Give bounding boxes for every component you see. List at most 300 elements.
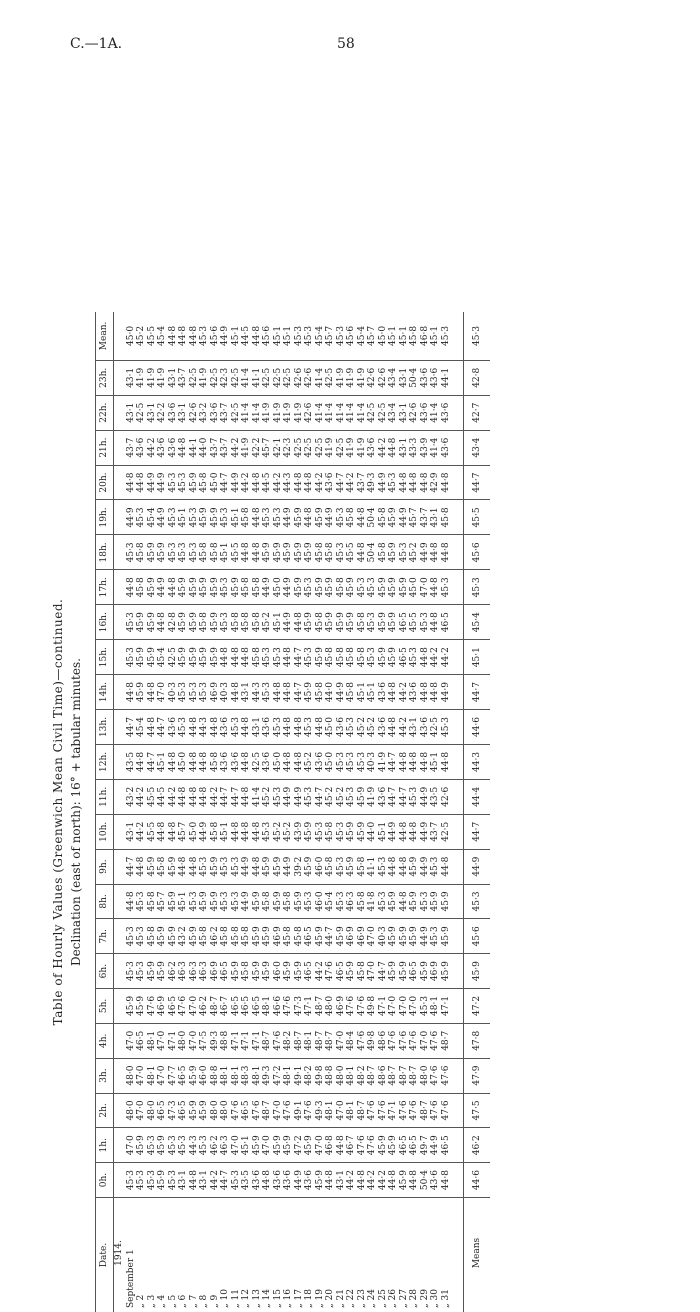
value-cell: 41·8 [367, 884, 378, 919]
value-cell: 45·2 [283, 814, 294, 849]
value-cell: 45·0 [210, 465, 221, 500]
row-date: „ 14 [262, 1198, 273, 1312]
value-cell: 45·4 [147, 500, 158, 535]
value-cell: 41·4 [241, 395, 252, 430]
value-cell: 45·8 [325, 535, 336, 570]
value-cell: 44·8 [315, 710, 326, 745]
value-cell: 45·9 [294, 535, 305, 570]
value-cell: 47·0 [136, 1093, 147, 1128]
row-date: „ 28 [409, 1198, 420, 1312]
value-cell: 43·5 [241, 1163, 252, 1198]
value-cell: 45·2 [367, 710, 378, 745]
value-cell: 45·9 [199, 1093, 210, 1128]
value-cell: 48·2 [304, 1058, 315, 1093]
value-cell: 45·1 [378, 814, 389, 849]
value-cell: 45·9 [136, 675, 147, 710]
value-cell: 44·8 [399, 814, 410, 849]
value-cell: 45·9 [378, 1128, 389, 1163]
value-cell: 42·5 [304, 430, 315, 465]
value-cell: 45·7 [262, 430, 273, 465]
value-cell: 46·5 [304, 919, 315, 954]
value-cell: 45·3 [199, 1128, 210, 1163]
value-cell: 43·6 [378, 710, 389, 745]
spacer-cell [113, 1093, 126, 1128]
value-cell: 44·2 [273, 465, 284, 500]
spacer-cell [113, 500, 126, 535]
value-cell: 45·3 [357, 570, 368, 605]
value-cell: 46·5 [399, 605, 410, 640]
value-cell: 45·1 [231, 500, 242, 535]
value-cell: 47·5 [199, 1023, 210, 1058]
value-cell: 48·1 [430, 989, 441, 1024]
value-cell: 49·3 [315, 1093, 326, 1128]
column-header: 0h. [96, 1163, 114, 1198]
value-cell: 46·5 [441, 605, 464, 640]
value-cell: 47·6 [430, 1058, 441, 1093]
value-cell: 47·6 [357, 1023, 368, 1058]
value-cell: 45·3 [388, 465, 399, 500]
row-date: „ 31 [441, 1198, 464, 1312]
value-cell: 42·5 [315, 430, 326, 465]
value-cell: 45·1 [357, 675, 368, 710]
value-cell: 45·8 [231, 919, 242, 954]
value-cell: 45·9 [199, 640, 210, 675]
value-cell: 45·9 [189, 465, 200, 500]
value-cell: 45·9 [178, 605, 189, 640]
value-cell: 45·3 [304, 779, 315, 814]
value-cell: 45·3 [231, 884, 242, 919]
value-cell: 46·9 [336, 989, 347, 1024]
value-cell: 47·3 [168, 1093, 179, 1128]
row-date: „ 25 [378, 1198, 389, 1312]
value-cell: 48·7 [315, 989, 326, 1024]
value-cell: 43·6 [168, 430, 179, 465]
value-cell: 45·0 [325, 744, 336, 779]
table-row [430, 312, 441, 1312]
value-cell: 44·8 [231, 640, 242, 675]
value-cell: 42·5 [336, 430, 347, 465]
value-cell: 43·6 [430, 1163, 441, 1198]
value-cell: 43·6 [420, 395, 431, 430]
value-cell: 48·0 [210, 1093, 221, 1128]
value-cell: 47·6 [273, 1023, 284, 1058]
mean-value-cell: 44·3 [464, 744, 491, 779]
value-cell: 48·7 [262, 1023, 273, 1058]
value-cell: 47·6 [409, 1023, 420, 1058]
value-cell: 45·2 [357, 710, 368, 745]
value-cell: 47·0 [367, 919, 378, 954]
value-cell: 43·6 [441, 430, 464, 465]
value-cell: 48·1 [262, 989, 273, 1024]
table-row [399, 312, 410, 1312]
value-cell: 45·8 [409, 312, 420, 360]
value-cell: 45·3 [178, 1128, 189, 1163]
value-cell: 48·1 [231, 1058, 242, 1093]
value-cell: 48·7 [420, 1093, 431, 1128]
value-cell: 44·5 [157, 779, 168, 814]
column-header: 9h. [96, 849, 114, 884]
value-cell: 45·0 [325, 710, 336, 745]
value-cell: 44·3 [189, 1128, 200, 1163]
value-cell: 45·3 [273, 500, 284, 535]
value-cell: 48·1 [304, 1023, 315, 1058]
value-cell: 45·8 [252, 570, 263, 605]
value-cell: 45·1 [283, 312, 294, 360]
value-cell: 45·3 [168, 535, 179, 570]
value-cell: 47·0 [367, 954, 378, 989]
value-cell: 45·9 [357, 814, 368, 849]
value-cell: 45·5 [346, 535, 357, 570]
table-row [220, 312, 231, 1312]
value-cell: 46·5 [399, 640, 410, 675]
value-cell: 44·9 [283, 500, 294, 535]
value-cell: 43·6 [220, 744, 231, 779]
value-cell: 45·8 [210, 535, 221, 570]
value-cell: 45·9 [262, 919, 273, 954]
value-cell: 45·9 [147, 849, 158, 884]
column-header: 18h. [96, 535, 114, 570]
value-cell: 45·9 [168, 884, 179, 919]
value-cell: 44·8 [399, 849, 410, 884]
value-cell: 45·4 [325, 884, 336, 919]
value-cell: 45·3 [409, 640, 420, 675]
value-cell: 43·9 [294, 814, 305, 849]
value-cell: 47·0 [315, 1128, 326, 1163]
value-cell: 45·8 [357, 849, 368, 884]
value-cell: 45·3 [346, 710, 357, 745]
value-cell: 44·8 [283, 640, 294, 675]
table-row [388, 312, 399, 1312]
value-cell: 44·8 [157, 814, 168, 849]
value-cell: 43·4 [388, 395, 399, 430]
column-header: 21h. [96, 430, 114, 465]
value-cell: 45·9 [189, 1093, 200, 1128]
value-cell: 44·8 [231, 675, 242, 710]
value-cell: 41·4 [241, 360, 252, 395]
value-cell: 45·3 [199, 312, 210, 360]
value-cell: 46·9 [273, 919, 284, 954]
value-cell: 45·2 [304, 744, 315, 779]
value-cell: 44·1 [189, 430, 200, 465]
row-date: „ 8 [199, 1198, 210, 1312]
value-cell: 45·9 [441, 954, 464, 989]
value-cell: 44·7 [378, 954, 389, 989]
value-cell: 42·5 [189, 360, 200, 395]
value-cell: 43·6 [304, 1163, 315, 1198]
value-cell: 45·3 [304, 640, 315, 675]
value-cell: 45·8 [199, 605, 210, 640]
spacer-cell [113, 744, 126, 779]
value-cell: 45·8 [357, 640, 368, 675]
spacer-cell [113, 675, 126, 710]
value-cell: 42·5 [294, 430, 305, 465]
value-cell: 45·9 [388, 640, 399, 675]
value-cell: 46·8 [325, 1128, 336, 1163]
column-header: 8h. [96, 884, 114, 919]
value-cell: 44·8 [220, 640, 231, 675]
mean-value-cell: 45·3 [464, 312, 491, 360]
value-cell: 43·6 [325, 465, 336, 500]
row-date: „ 6 [178, 1198, 189, 1312]
spacer-cell [113, 605, 126, 640]
value-cell: 48·2 [357, 1058, 368, 1093]
value-cell: 45·9 [136, 640, 147, 675]
value-cell: 45·9 [294, 500, 305, 535]
value-cell: 45·8 [357, 605, 368, 640]
value-cell: 44·8 [357, 535, 368, 570]
value-cell: 46·9 [357, 919, 368, 954]
value-cell: 45·9 [346, 605, 357, 640]
value-cell: 43·6 [420, 360, 431, 395]
value-cell: 42·9 [430, 465, 441, 500]
value-cell: 45·1 [220, 535, 231, 570]
value-cell: 46·2 [210, 1128, 221, 1163]
value-cell: 45·8 [199, 919, 210, 954]
value-cell: 44·8 [126, 675, 137, 710]
value-cell: 45·8 [346, 675, 357, 710]
value-cell: 45·3 [420, 605, 431, 640]
value-cell: 46·9 [210, 675, 221, 710]
mean-value-cell: 44·9 [464, 849, 491, 884]
column-header: 3h. [96, 1058, 114, 1093]
value-cell: 44·8 [189, 1163, 200, 1198]
value-cell: 46·9 [346, 919, 357, 954]
value-cell: 45·8 [199, 535, 210, 570]
value-cell: 42·6 [378, 360, 389, 395]
value-cell: 47·6 [304, 1093, 315, 1128]
mean-value-cell: 45·6 [464, 535, 491, 570]
value-cell: 44·8 [283, 710, 294, 745]
value-cell: 44·8 [409, 1163, 420, 1198]
value-cell: 42·8 [168, 605, 179, 640]
value-cell: 45·3 [294, 312, 305, 360]
value-cell: 45·5 [147, 814, 158, 849]
value-cell: 41·9 [367, 779, 378, 814]
value-cell: 41·9 [157, 360, 168, 395]
value-cell: 45·8 [220, 919, 231, 954]
value-cell: 47·6 [325, 954, 336, 989]
value-cell: 45·3 [126, 605, 137, 640]
value-cell: 43·6 [252, 1163, 263, 1198]
value-cell: 47·3 [294, 989, 305, 1024]
value-cell: 44·8 [168, 312, 179, 360]
value-cell: 44·9 [157, 465, 168, 500]
value-cell: 45·7 [178, 814, 189, 849]
value-cell: 44·8 [441, 1163, 464, 1198]
value-cell: 45·3 [430, 919, 441, 954]
value-cell: 45·3 [136, 1163, 147, 1198]
value-cell: 45·9 [168, 919, 179, 954]
value-cell: 45·3 [336, 884, 347, 919]
value-cell: 44·7 [220, 1163, 231, 1198]
value-cell: 45·4 [315, 312, 326, 360]
value-cell: 45·4 [157, 640, 168, 675]
value-cell: 44·9 [126, 500, 137, 535]
value-cell: 47·1 [168, 1023, 179, 1058]
value-cell: 45·8 [357, 884, 368, 919]
value-cell: 45·9 [399, 919, 410, 954]
value-cell: 44·8 [388, 430, 399, 465]
value-cell: 41·4 [252, 395, 263, 430]
value-cell: 46·0 [199, 1058, 210, 1093]
value-cell: 45·3 [126, 954, 137, 989]
value-cell: 46·2 [210, 919, 221, 954]
table-row [441, 312, 464, 1312]
row-date: „ 11 [231, 1198, 242, 1312]
value-cell: 45·1 [273, 605, 284, 640]
value-cell: 47·0 [189, 989, 200, 1024]
table-row [178, 312, 189, 1312]
table-row [210, 312, 221, 1312]
value-cell: 45·8 [252, 605, 263, 640]
table-row [336, 312, 347, 1312]
value-cell: 47·1 [231, 1023, 242, 1058]
means-label: Means [464, 1198, 491, 1312]
value-cell: 45·9 [210, 570, 221, 605]
value-cell: 40·3 [378, 919, 389, 954]
value-cell: 49·1 [294, 1093, 305, 1128]
value-cell: 43·1 [241, 675, 252, 710]
mean-value-cell: 45·9 [464, 954, 491, 989]
value-cell: 44·9 [336, 675, 347, 710]
value-cell: 44·8 [157, 605, 168, 640]
value-cell: 47·1 [378, 989, 389, 1024]
value-cell: 47·6 [283, 989, 294, 1024]
value-cell: 42·5 [283, 360, 294, 395]
value-cell: 44·9 [262, 570, 273, 605]
value-cell: 45·9 [262, 535, 273, 570]
value-cell: 44·3 [252, 675, 263, 710]
value-cell: 45·3 [126, 535, 137, 570]
value-cell: 43·6 [315, 744, 326, 779]
value-cell: 49·3 [210, 1023, 221, 1058]
value-cell: 44·0 [325, 675, 336, 710]
value-cell: 48·7 [441, 1023, 464, 1058]
value-cell: 45·3 [367, 570, 378, 605]
value-cell: 44·9 [294, 1163, 305, 1198]
value-cell: 44·8 [168, 814, 179, 849]
spacer-cell [113, 1128, 126, 1163]
value-cell: 48·7 [367, 1058, 378, 1093]
value-cell: 44·8 [199, 779, 210, 814]
value-cell: 48·1 [346, 1058, 357, 1093]
row-date: „ 13 [252, 1198, 263, 1312]
value-cell: 45·9 [157, 535, 168, 570]
row-date: „ 27 [399, 1198, 410, 1312]
value-cell: 45·3 [178, 535, 189, 570]
value-cell: 44·7 [126, 710, 137, 745]
value-cell: 42·6 [304, 360, 315, 395]
spacer-cell [113, 312, 126, 360]
value-cell: 43·6 [420, 710, 431, 745]
value-cell: 45·9 [262, 954, 273, 989]
value-cell: 40·3 [168, 675, 179, 710]
value-cell: 45·0 [126, 312, 137, 360]
value-cell: 44·8 [420, 465, 431, 500]
value-cell: 42·5 [273, 360, 284, 395]
value-cell: 45·9 [378, 570, 389, 605]
value-cell: 46·5 [157, 1093, 168, 1128]
value-cell: 44·8 [294, 465, 305, 500]
value-cell: 45·2 [325, 779, 336, 814]
value-cell: 44·7 [294, 675, 305, 710]
row-date: September 1 [126, 1198, 137, 1312]
value-cell: 47·7 [168, 1058, 179, 1093]
value-cell: 43·9 [420, 430, 431, 465]
value-cell: 44·7 [399, 779, 410, 814]
value-cell: 45·1 [367, 675, 378, 710]
value-cell: 47·0 [231, 1128, 242, 1163]
value-cell: 45·3 [189, 500, 200, 535]
value-cell: 45·3 [178, 710, 189, 745]
value-cell: 47·0 [189, 1023, 200, 1058]
value-cell: 45·9 [147, 535, 158, 570]
value-cell: 42·6 [304, 395, 315, 430]
row-date: „ 3 [147, 1198, 158, 1312]
value-cell: 45·5 [147, 312, 158, 360]
value-cell: 44·8 [136, 849, 147, 884]
value-cell: 45·8 [136, 535, 147, 570]
spacer-cell [113, 884, 126, 919]
value-cell: 45·5 [147, 779, 158, 814]
value-cell: 46·5 [409, 954, 420, 989]
table-subtitle: Declination (east of north): 16° + tabular minutes. [69, 312, 83, 1312]
value-cell: 43·6 [157, 430, 168, 465]
row-date: „ 24 [367, 1198, 378, 1312]
spacer-cell [113, 954, 126, 989]
value-cell: 45·8 [210, 744, 221, 779]
value-cell: 44·9 [283, 849, 294, 884]
spacer-cell [113, 814, 126, 849]
value-cell: 44·9 [420, 814, 431, 849]
row-date: „ 10 [220, 1198, 231, 1312]
value-cell: 45·6 [210, 312, 221, 360]
value-cell: 41·9 [357, 360, 368, 395]
value-cell: 45·6 [346, 312, 357, 360]
value-cell: 49·3 [367, 465, 378, 500]
value-cell: 45·3 [336, 500, 347, 535]
mean-value-cell: 47·2 [464, 989, 491, 1024]
value-cell: 44·2 [378, 1163, 389, 1198]
value-cell: 45·5 [409, 605, 420, 640]
spacer-cell [113, 430, 126, 465]
value-cell: 45·7 [157, 884, 168, 919]
value-cell: 44·8 [178, 779, 189, 814]
mean-value-cell: 44·4 [464, 779, 491, 814]
value-cell: 45·9 [199, 570, 210, 605]
table-row [420, 312, 431, 1312]
value-cell: 39·2 [294, 849, 305, 884]
value-cell: 47·6 [367, 1093, 378, 1128]
mean-value-cell: 46·2 [464, 1128, 491, 1163]
value-cell: 48·1 [252, 1058, 263, 1093]
value-cell: 45·3 [378, 884, 389, 919]
spacer-cell [113, 395, 126, 430]
value-cell: 45·8 [136, 570, 147, 605]
value-cell: 45·3 [189, 675, 200, 710]
value-cell: 43·7 [220, 430, 231, 465]
column-header: 7h. [96, 919, 114, 954]
value-cell: 45·9 [441, 884, 464, 919]
value-cell: 43·7 [178, 360, 189, 395]
row-date: „ 5 [168, 1198, 179, 1312]
value-cell: 47·6 [388, 1023, 399, 1058]
value-cell: 45·3 [178, 675, 189, 710]
value-cell: 43·1 [399, 360, 410, 395]
value-cell: 45·9 [304, 605, 315, 640]
value-cell: 47·6 [399, 1093, 410, 1128]
value-cell: 45·3 [273, 640, 284, 675]
